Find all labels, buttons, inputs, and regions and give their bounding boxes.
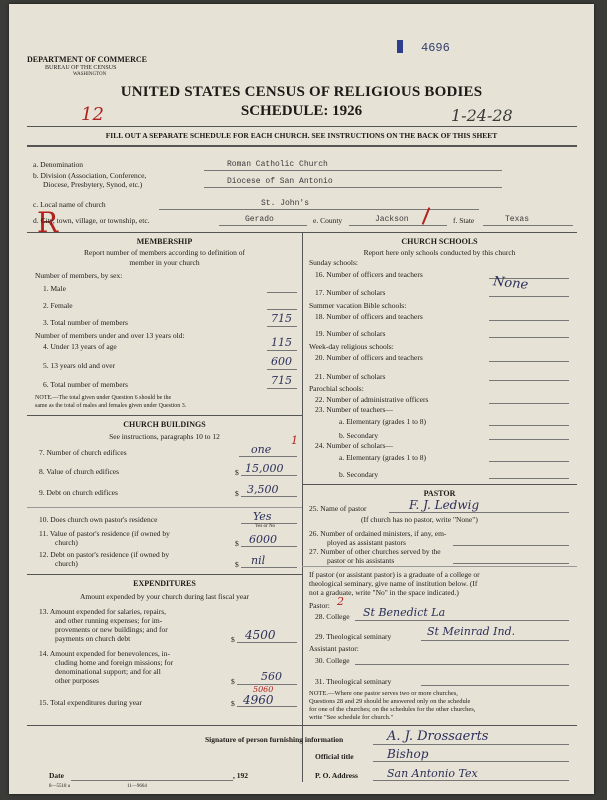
form-code-1: 8—5518 a [49, 784, 70, 789]
form-code-2: 11—9664 [127, 784, 147, 789]
membership-heading: MEMBERSHIP [136, 237, 193, 246]
red-r-mark: R [37, 206, 59, 239]
q22-label: 22. Number of administrative officers [315, 395, 429, 404]
county-label: e. County [313, 216, 343, 225]
q10-value: Yes [253, 510, 272, 523]
q3-value: 715 [271, 312, 292, 325]
graduate-note-line1: If pastor (or assistant pastor) is a graduate of a college or [309, 570, 480, 579]
q30-label: 30. College [315, 656, 350, 665]
q11-value: 6000 [249, 533, 277, 546]
q12-label-line1: 12. Debt on pastor's residence (if owned by [39, 550, 170, 559]
q21-label: 21. Number of scholars [315, 372, 386, 381]
q19-label: 19. Number of scholars [315, 329, 386, 338]
form-number-stamp-mark [397, 40, 403, 53]
instruction-line: FILL OUT A SEPARATE SCHEDULE FOR EACH CHURCH. SEE INSTRUCTIONS ON THE BACK OF THIS SHEET [105, 131, 498, 140]
buildings-sub: See instructions, paragraphs 10 to 12 [109, 432, 220, 441]
state-label: f. State [453, 216, 475, 225]
q28-label: 28. College [315, 612, 350, 621]
q11-label-line2: church) [55, 538, 78, 547]
signature-label: Signature of person furnishing information [205, 735, 344, 744]
q3-label: 3. Total number of members [43, 318, 128, 327]
q28-value: St Benedict La [363, 606, 446, 619]
division-value: Diocese of San Antonio [227, 177, 333, 186]
yes-no-hint: Yes or No [255, 524, 276, 529]
graduate-note-line3: not a graduate, write "No" in the space indicated.) [309, 588, 459, 597]
schedule-title: SCHEDULE: 1926 [240, 103, 363, 119]
division-label-line1: b. Division (Association, Conference, [33, 171, 147, 180]
po-address-value: San Antonio Tex [387, 767, 478, 780]
q23b-label: b. Secondary [339, 431, 379, 440]
denomination-label: a. Denomination [33, 160, 83, 169]
membership-note-line2: same as the total of males and females given under Question 3. [35, 403, 187, 409]
expenditures-sub: Amount expended by your church during last fiscal year [79, 592, 250, 601]
handwritten-date: 1-24-28 [451, 106, 513, 125]
signature-value: A. J. Drossaerts [387, 729, 489, 744]
assistant-pastor-label: Assistant pastor: [309, 644, 359, 653]
q31-label: 31. Theological seminary [315, 677, 392, 686]
q7-red-mark: 1 [291, 434, 298, 447]
weekday-label: Week-day religious schools: [309, 342, 394, 351]
q10-label: 10. Does church own pastor's residence [39, 515, 158, 524]
q23-label: 23. Number of teachers— [315, 405, 393, 414]
date-year: , 192 [233, 771, 248, 780]
parochial-label: Parochial schools: [309, 384, 364, 393]
city-town-label: d. City, town, village, or township, etc. [33, 216, 150, 225]
form-title: UNITED STATES CENSUS OF RELIGIOUS BODIES [120, 84, 483, 100]
membership-note-line1: NOTE.—The total given under Question 6 should be the [35, 395, 172, 401]
date-label: Date [49, 771, 64, 780]
q26-label-line1: 26. Number of ordained ministers, if any, em- [309, 529, 447, 538]
official-title-value: Bishop [387, 747, 429, 761]
q14-label-line2: cluding home and foreign missions; for [55, 658, 174, 667]
handwritten-number: 12 [81, 104, 104, 125]
summer-label: Summer vacation Bible schools: [309, 301, 407, 310]
q6-label: 6. Total number of members [43, 380, 128, 389]
local-name-value: St. John's [261, 199, 310, 208]
q5-label: 5. 13 years old and over [43, 361, 116, 370]
pastor-red-mark: 2 [337, 595, 344, 608]
q24a-label: a. Elementary (grades 1 to 8) [339, 453, 427, 462]
q7-label: 7. Number of church edifices [39, 448, 127, 457]
q9-value: 3,500 [247, 483, 279, 496]
membership-sub1: Report number of members according to definition of [84, 248, 245, 257]
q29-label: 29. Theological seminary [315, 632, 392, 641]
sunday-label: Sunday schools: [309, 258, 358, 267]
q13-value: 4500 [245, 628, 276, 642]
pastor-note-line2: Questions 28 and 29 should be answered only on the schedule [309, 698, 471, 705]
schools-sub: Report here only schools conducted by this church [363, 248, 516, 257]
q29-value: St Meinrad Ind. [427, 625, 516, 638]
membership-sub2: member in your church [129, 258, 200, 267]
under-over-label: Number of members under and over 13 years old: [35, 331, 185, 340]
q20-label: 20. Number of officers and teachers [315, 353, 423, 362]
q14-label-line1: 14. Amount expended for benevolences, in- [39, 649, 171, 658]
q17-label: 17. Number of scholars [315, 288, 386, 297]
q8-label: 8. Value of church edifices [39, 467, 120, 476]
q6-value: 715 [271, 374, 292, 387]
county-value: Jackson [375, 215, 409, 224]
q12-value: nil [251, 554, 266, 567]
q1-label: 1. Male [43, 284, 66, 293]
city-town-value: Gerado [245, 215, 274, 224]
pastor-label: Pastor: [309, 601, 330, 610]
buildings-heading: CHURCH BUILDINGS [123, 420, 206, 429]
q26-label-line2: ployed as assistant pastors [327, 538, 406, 547]
q14-value: 560 [261, 670, 282, 683]
pastor-heading: PASTOR [423, 489, 456, 498]
q25-note: (If church has no pastor, write "None") [361, 515, 478, 524]
q15-label: 15. Total expenditures during year [39, 698, 142, 707]
q27-label-line2: pastor or his assistants [327, 556, 395, 565]
q4-label: 4. Under 13 years of age [43, 342, 117, 351]
pastor-note-line4: write "See schedule for church." [309, 714, 394, 721]
q5-value: 600 [271, 355, 292, 368]
q9-label: 9. Debt on church edifices [39, 488, 118, 497]
denomination-value: Roman Catholic Church [227, 160, 328, 169]
q7-value: one [251, 443, 272, 456]
q13-label-line1: 13. Amount expended for salaries, repairs, [39, 607, 167, 616]
expenditures-heading: EXPENDITURES [133, 579, 196, 588]
census-schedule-sheet: DEPARTMENT OF COMMERCE BUREAU OF THE CENSUS WASHINGTON 4696 UNITED STATES CENSUS OF RELIGIOUS BODIES SCHEDULE: 1926 12 1-24-28 FILL OUT A SEPARATE SCHEDULE FOR EACH CHURCH. SEE INSTRUCTIONS ON THE BACK OF THIS SHEET a. Denomination Roman Catholic Church b. Division (Association, Conference, Diocese, Presbytery, Synod, etc.) Diocese of San Antonio c. Local name of church St. John's R d. City, town, village, or township, etc. Gerado e. County Jackson f. State Texas MEMBERSHIP Report number of members according to definition of member in your church Number of members, by sex: 1. Male 2. Female 3. Total number of members 715 Number of members under and over 13 years old: 4. Under 13 years of age 115 5. 13 years old and over 600 6. Total number of members 715 NOTE.—The total given under Question 6 should be the same as the total of males and females given under Question 3. CHURCH BUILDINGS See instructions, paragraphs 10 to 12 7. Number of church edifices one 1 8. Value of church edifices $ 15,000 9. Debt on church edifices $ 3,500 10. Does church own pastor's residence Yes Yes or No 11. Value of pastor's residence (if owned by church) $ 6000 12. Debt on pastor's residence (if owned by church) $ nil EXPENDITURES Amount expended by your church during last fiscal year 13. Amount expended for salaries, repairs, and other running expenses; for im- provements or new buildings; and for payments on church debt $ 4500 14. Amount expended for benevolences, in- cluding home and foreign missions; for denominational support; and for all other purposes $ 560 15. Total expenditures during year $ 4960 5060 CHURCH SCHOOLS Report here only schools conducted by this church Sunday schools: 16. Number of officers and teachers None 17. Number of scholars Summer vacation Bible schools: 18. Number of officers and teachers 19. Number of scholars Week-day religious schools: 20. Number of officers and teachers 21. Number of scholars Parochial schools: 22. Number of administrative officers 23. Number of teachers— a. Elementary (grades 1 to 8) b. Secondary 24. Number of scholars— a. Elementary (grades 1 to 8) b. Secondary PASTOR 25. Name of pastor F. J. Ledwig (If church has no pastor, write "None") 26. Number of ordained ministers, if any, em- ployed as assistant pastors 27. Number of other churches served by the pastor or his assistants If pastor (or assistant pastor) is a graduate of a college or theological seminary, give name of institution below. (If not a graduate, write "No" in the space indicated.) Pastor: 2 28. College St Benedict La 29. Theological seminary St Meinrad Ind. Assistant pastor: 30. College 31. Theological seminary NOTE.—Where one pastor serves two or more churches, Questions 28 and 29 should be answered only on the schedule for one of the churches; on the schedules for the other churches, write "See schedule for church." Signature of person furnishing information A. J. Drossaerts Official title Bishop Date , 192 P. O. Address San Antonio Tex 8—5518 a 11—9664 [9, 4, 594, 794]
q18-label: 18. Number of officers and teachers [315, 312, 423, 321]
q23a-label: a. Elementary (grades 1 to 8) [339, 417, 427, 426]
q11-label-line1: 11. Value of pastor's residence (if owned by [39, 529, 170, 538]
q2-label: 2. Female [43, 301, 73, 310]
q4-value: 115 [271, 336, 292, 349]
po-address-label: P. O. Address [315, 771, 358, 780]
q15-red-correction: 5060 [253, 685, 274, 694]
members-by-sex-label: Number of members, by sex: [35, 271, 123, 280]
q13-label-line3: provements or new buildings; and for [55, 625, 168, 634]
q25-value: F. J. Ledwig [409, 498, 480, 512]
local-name-label: c. Local name of church [33, 200, 106, 209]
q14-label-line4: other purposes [55, 676, 99, 685]
q24-label: 24. Number of scholars— [315, 441, 393, 450]
schools-heading: CHURCH SCHOOLS [401, 237, 478, 246]
city-label: WASHINGTON [73, 72, 107, 77]
department-label: DEPARTMENT OF COMMERCE [27, 55, 148, 64]
graduate-note-line2: theological seminary, give name of institution below. (If [309, 579, 478, 588]
division-label-line2: Diocese, Presbytery, Synod, etc.) [43, 180, 143, 189]
q24b-label: b. Secondary [339, 470, 379, 479]
q13-label-line2: and other running expenses; for im- [55, 616, 163, 625]
q8-value: 15,000 [245, 462, 284, 475]
pastor-note-line1: NOTE.—Where one pastor serves two or more churches, [309, 690, 458, 697]
q25-label: 25. Name of pastor [309, 504, 367, 513]
q12-label-line2: church) [55, 559, 78, 568]
q16-label: 16. Number of officers and teachers [315, 270, 423, 279]
form-number: 4696 [421, 41, 450, 55]
q13-label-line4: payments on church debt [55, 634, 131, 643]
pastor-note-line3: for one of the churches; on the schedules for the other churches, [309, 706, 476, 713]
bureau-label: BUREAU OF THE CENSUS [45, 65, 117, 71]
q27-label-line1: 27. Number of other churches served by the [309, 547, 441, 556]
q16-value: None [492, 274, 529, 293]
q15-value: 4960 [243, 693, 274, 707]
state-value: Texas [505, 215, 530, 224]
official-title-label: Official title [315, 752, 354, 761]
q14-label-line3: denominational support; and for all [55, 667, 161, 676]
